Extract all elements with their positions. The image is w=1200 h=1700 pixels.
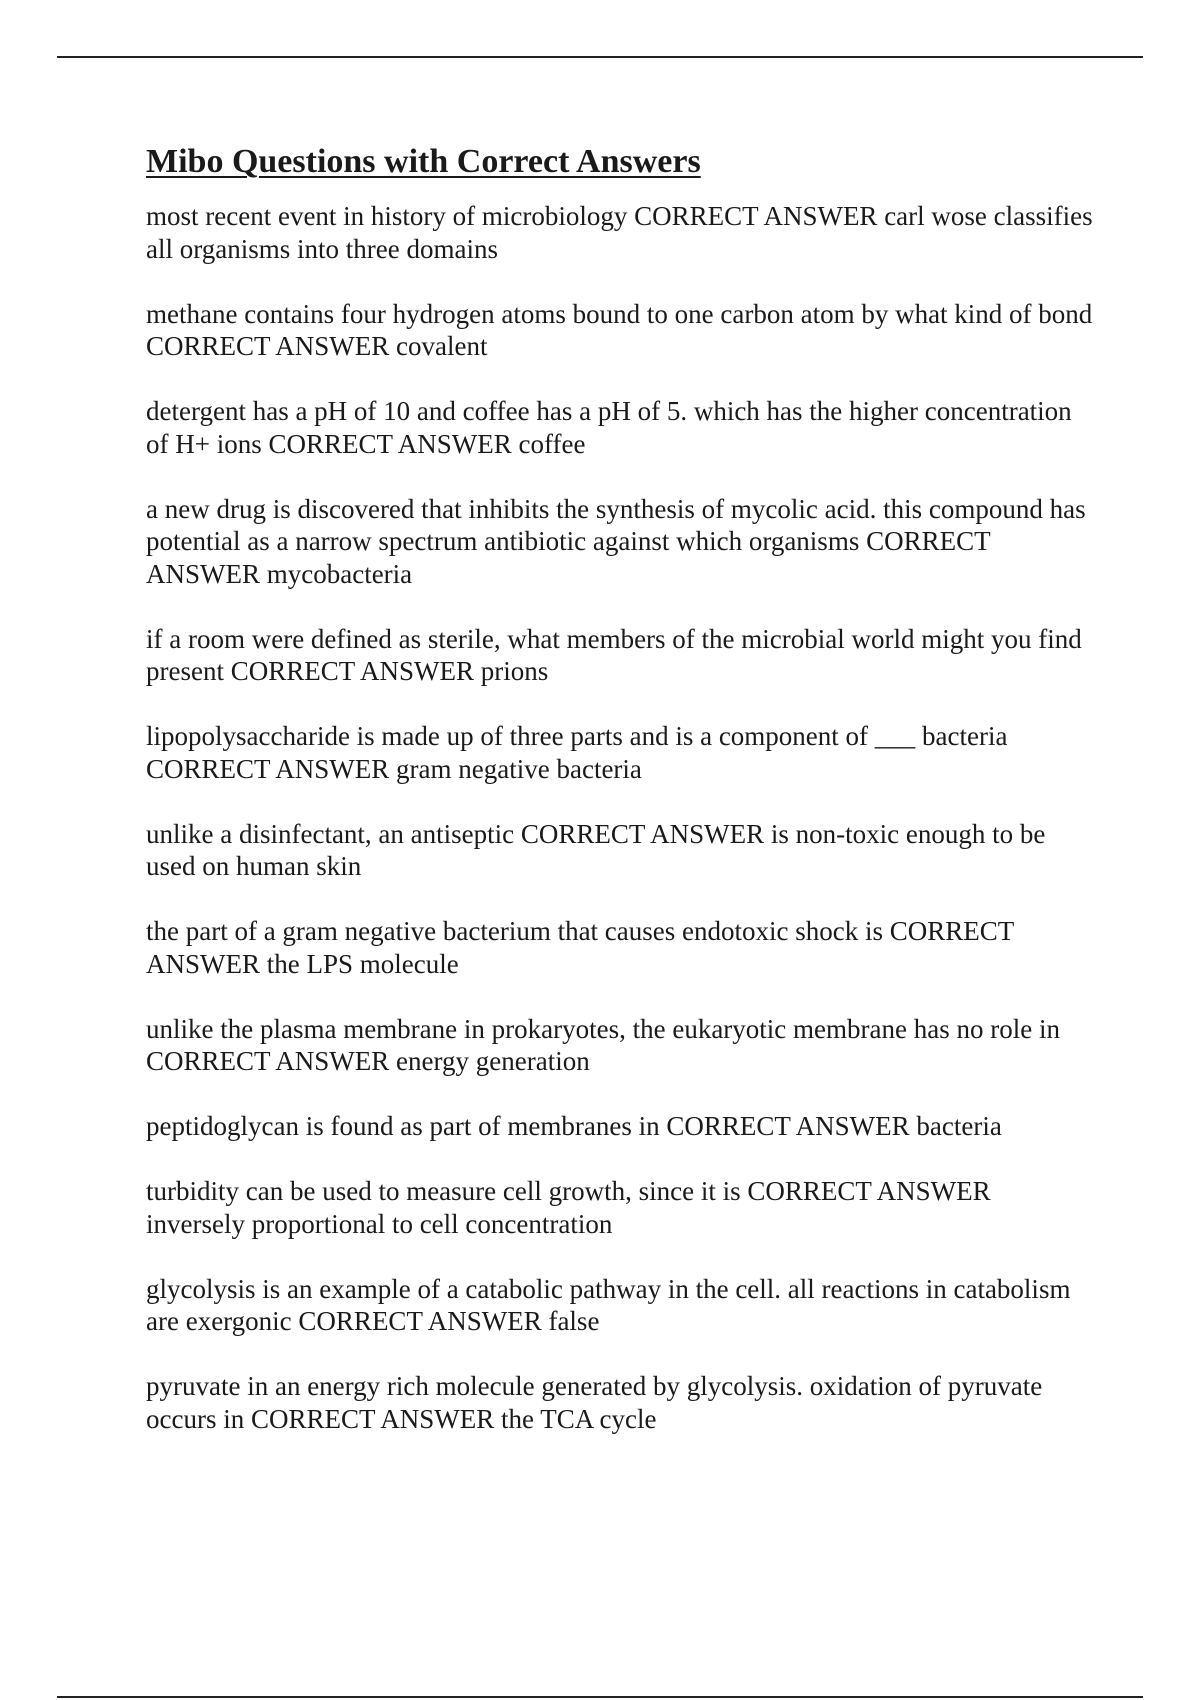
question-item: methane contains four hydrogen atoms bound to one carbon atom by what kind of bond CORRECT ANSWER covalent bbox=[146, 298, 1093, 361]
question-item: a new drug is discovered that inhibits the synthesis of mycolic acid. this compound has potential as a narrow spectrum antibiotic against which organisms CORRECT ANSWER mycobacteria bbox=[146, 493, 1086, 589]
header-divider bbox=[57, 56, 1143, 58]
question-item: unlike the plasma membrane in prokaryotes, the eukaryotic membrane has no role in CORRECT ANSWER energy generation bbox=[146, 1013, 1060, 1076]
question-item: unlike a disinfectant, an antiseptic CORRECT ANSWER is non-toxic enough to be used on human skin bbox=[146, 818, 1046, 881]
document-body bbox=[146, 140, 1096, 1468]
question-item: if a room were defined as sterile, what members of the microbial world might you find present CORRECT ANSWER prions bbox=[146, 623, 1082, 686]
question-list bbox=[146, 200, 1096, 1435]
document-title: Mibo Questions with Correct Answers bbox=[146, 143, 701, 180]
question-item: pyruvate in an energy rich molecule generated by glycolysis. oxidation of pyruvate occurs in CORRECT ANSWER the TCA cycle bbox=[146, 1371, 1043, 1434]
question-item: lipopolysaccharide is made up of three parts and is a component of ___ bacteria CORRECT ANSWER gram negative bacteria bbox=[146, 721, 1008, 784]
question-item: detergent has a pH of 10 and coffee has a pH of 5. which has the higher concentration of H+ ions CORRECT ANSWER coffee bbox=[146, 396, 1072, 459]
question-item: peptidoglycan is found as part of membranes in CORRECT ANSWER bacteria bbox=[146, 1111, 1002, 1141]
question-item: most recent event in history of microbiology CORRECT ANSWER carl wose classifies all organisms into three domains bbox=[146, 201, 1093, 264]
question-item: turbidity can be used to measure cell growth, since it is CORRECT ANSWER inversely proportional to cell concentration bbox=[146, 1176, 991, 1239]
question-item: glycolysis is an example of a catabolic pathway in the cell. all reactions in catabolism are exergonic CORRECT ANSWER false bbox=[146, 1273, 1071, 1336]
footer-divider bbox=[57, 1696, 1143, 1698]
question-item: the part of a gram negative bacterium that causes endotoxic shock is CORRECT ANSWER the LPS molecule bbox=[146, 916, 1014, 979]
